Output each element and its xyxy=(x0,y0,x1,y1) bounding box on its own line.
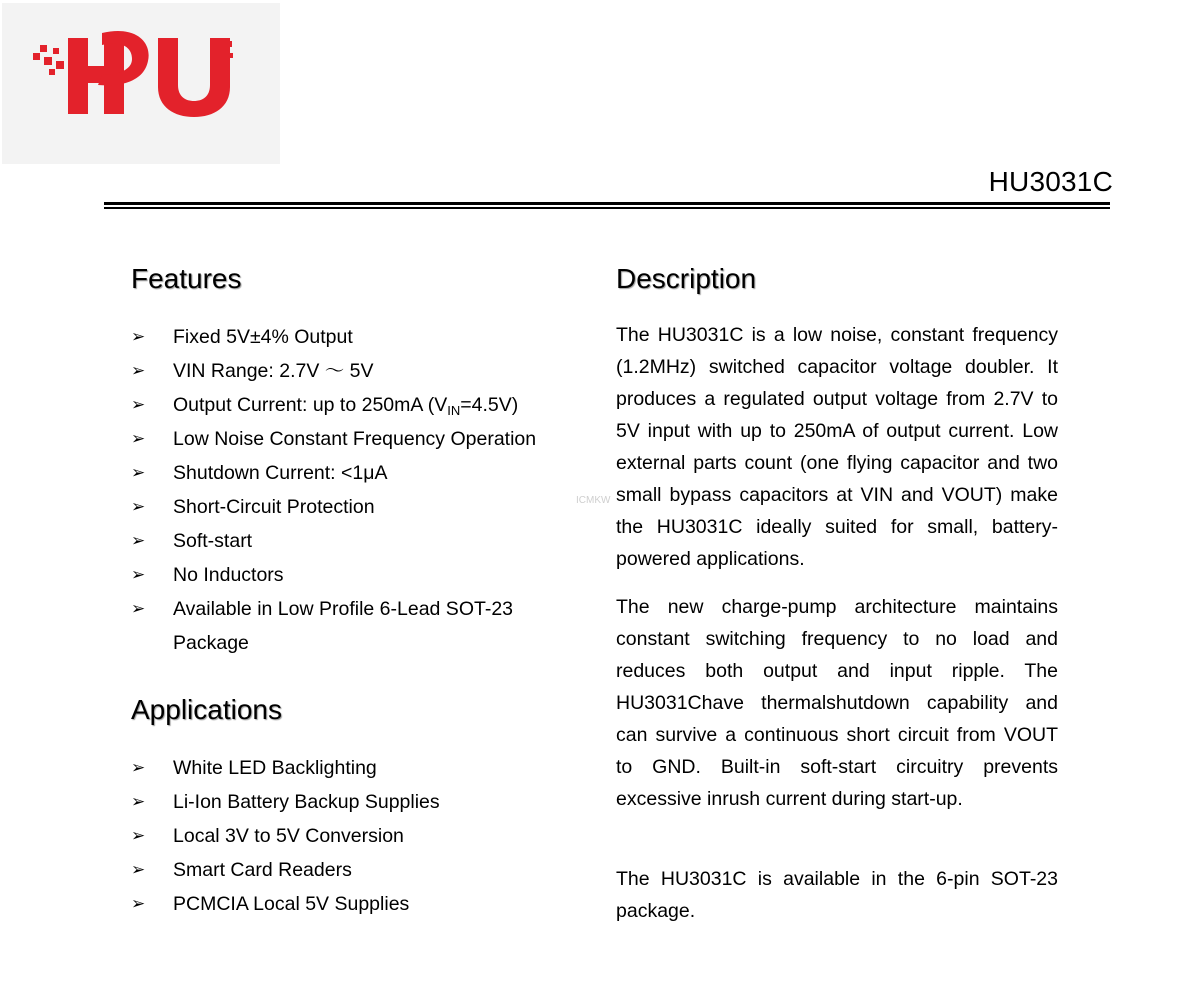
list-item: ➢ Short-Circuit Protection xyxy=(131,490,591,524)
company-logo xyxy=(2,3,280,164)
arrow-bullet-icon: ➢ xyxy=(131,531,146,550)
arrow-bullet-icon: ➢ xyxy=(131,860,146,879)
arrow-bullet-icon: ➢ xyxy=(131,599,146,618)
arrow-bullet-icon: ➢ xyxy=(131,327,146,346)
list-item: ➢ Available in Low Profile 6-Lead SOT-23 Package xyxy=(131,592,553,660)
arrow-bullet-icon: ➢ xyxy=(131,497,146,516)
list-item: ➢ VIN Range: 2.7V ～ 5V xyxy=(131,354,591,388)
hu-logo-mark xyxy=(2,3,280,164)
watermark: ICMKW xyxy=(576,495,611,506)
description-paragraph-2: The new charge-pump architecture maintains constant switching frequency to no load and reduces both output and input ripple. The HU3031Chave thermalshutdown capability and can survive a continuous short circuit from VOUT to GND. Built-in soft-start circuitry prevents excessive inrush current during start-up. xyxy=(616,596,1058,810)
part-number: HU3031C xyxy=(988,166,1113,197)
list-item: ➢ Fixed 5V±4% Output xyxy=(131,320,591,354)
arrow-bullet-icon: ➢ xyxy=(131,463,146,482)
arrow-bullet-icon: ➢ xyxy=(131,395,146,414)
description-heading: Description xyxy=(616,263,757,294)
applications-list xyxy=(131,751,591,921)
description-paragraph-3: The HU3031C is available in the 6-pin SOT-23 package. xyxy=(616,868,1058,922)
list-item: ➢ Low Noise Constant Frequency Operation xyxy=(131,422,591,456)
header-rule-thick xyxy=(104,202,1110,205)
list-item: ➢ White LED Backlighting xyxy=(131,751,591,785)
features-heading: Features xyxy=(131,263,242,294)
list-item: ➢ Li-Ion Battery Backup Supplies xyxy=(131,785,591,819)
arrow-bullet-icon: ➢ xyxy=(131,792,146,811)
arrow-bullet-icon: ➢ xyxy=(131,758,146,777)
arrow-bullet-icon: ➢ xyxy=(131,361,146,380)
list-item: ➢ Local 3V to 5V Conversion xyxy=(131,819,591,853)
arrow-bullet-icon: ➢ xyxy=(131,565,146,584)
arrow-bullet-icon: ➢ xyxy=(131,429,146,448)
header-rule-thin xyxy=(104,207,1110,209)
arrow-bullet-icon: ➢ xyxy=(131,894,146,913)
applications-heading: Applications xyxy=(131,694,282,725)
list-item: ➢ Output Current: up to 250mA $(V_{IN}=4.5V)$ xyxy=(131,388,591,422)
list-item: ➢ No Inductors xyxy=(131,558,591,592)
list-item: ➢ Soft-start xyxy=(131,524,591,558)
arrow-bullet-icon: ➢ xyxy=(131,826,146,845)
list-item: ➢ Shutdown Current: <1μA xyxy=(131,456,591,490)
features-list xyxy=(131,320,591,660)
list-item: ➢ Smart Card Readers xyxy=(131,853,591,887)
list-item: ➢ PCMCIA Local 5V Supplies xyxy=(131,887,591,921)
description-paragraph-1: The HU3031C is a low noise, constant frequency (1.2MHz) switched capacitor voltage doubler. It produces a regulated output voltage from 2.7V to 5V input with up to 250mA of output current. Low external parts count (one flying capacitor and two small bypass capacitors at VIN and VOUT) make the HU3031C ideally suited for small, battery-powered applications. xyxy=(616,324,1058,570)
